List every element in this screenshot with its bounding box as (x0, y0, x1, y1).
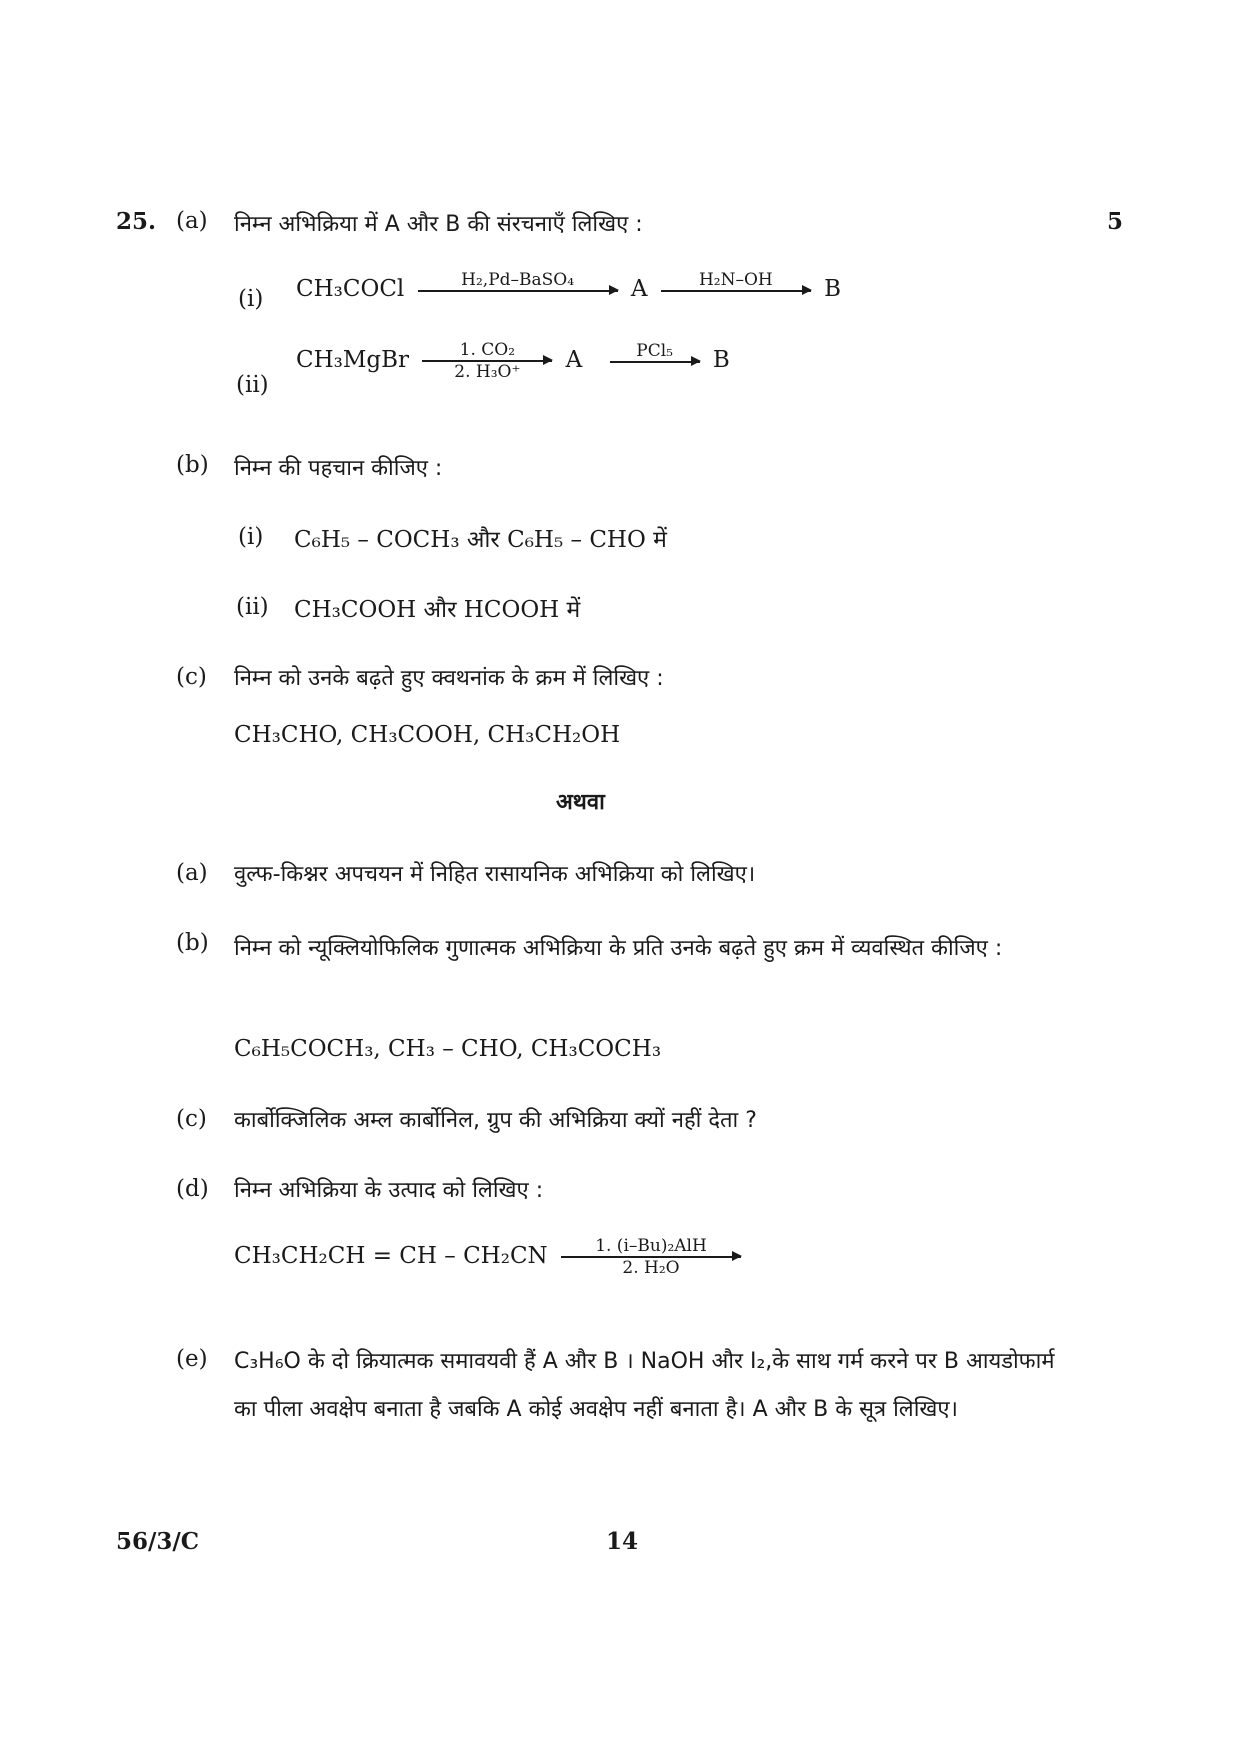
or-part-c-label: (c) (176, 1106, 207, 1132)
product: B (712, 346, 730, 373)
reagent-bottom: 2. H₃O⁺ (454, 361, 521, 382)
reactant: CH₃CH₂CH = CH – CH₂CN (234, 1242, 548, 1269)
or-part-b-text: निम्न को न्यूक्लियोफिलिक गुणात्मक अभिक्रिया के प्रति उनके बढ़ते हुए क्रम में व्यवस्थित कीजिए : (234, 936, 1003, 961)
reagent-top: 1. (i–Bu)₂AlH (595, 1236, 707, 1256)
marks: 5 (1107, 208, 1124, 235)
reactant: CH₃MgBr (296, 346, 410, 373)
part-c-compounds: CH₃CHO, CH₃COOH, CH₃CH₂OH (234, 722, 621, 748)
intermediate: A (630, 276, 648, 302)
page-number: 14 (606, 1528, 639, 1555)
or-part-d-label: (d) (176, 1176, 209, 1202)
part-a-ii-label: (ii) (236, 372, 269, 398)
product: B (824, 276, 842, 302)
or-part-e-text: C₃H₆O के दो क्रियात्मक समावयवी हैं A और B । NaOH और I₂,के साथ गर्म करने पर B आयडोफार्म का पीला अवक्षेप बनाता है जबकि A कोई अवक्षेप नहीं बनाता है। A और B के सूत्र लिखिए। (234, 1349, 1055, 1422)
part-a-i-label: (i) (238, 286, 264, 312)
question-number: 25. (116, 208, 157, 235)
reaction-arrow (610, 341, 700, 363)
or-part-b-label: (b) (176, 930, 209, 956)
or-part-d-text: निम्न अभिक्रिया के उत्पाद को लिखिए : (234, 1178, 544, 1203)
part-c-text: निम्न को उनके बढ़ते हुए क्वथनांक के क्रम में लिखिए : (234, 666, 664, 691)
reaction-a-i (296, 270, 842, 302)
part-a-text: निम्न अभिक्रिया में A और B की संरचनाएँ लिखिए : (234, 212, 643, 237)
intermediate: A (565, 346, 583, 373)
reaction-arrow (661, 270, 811, 292)
or-part-c-text: कार्बोक्जिलिक अम्ल कार्बोनिल, ग्रुप की अभिक्रिया क्यों नहीं देता ? (234, 1108, 757, 1133)
part-b-text: निम्न की पहचान कीजिए : (234, 456, 443, 481)
part-c-label: (c) (176, 664, 207, 690)
or-part-a-text: वुल्फ-किश्नर अपचयन में निहित रासायनिक अभिक्रिया को लिखिए। (234, 862, 756, 887)
reagent: H₂N–OH (698, 270, 773, 291)
part-b-i-text: C₆H₅ – COCH₃ और C₆H₅ – CHO में (294, 527, 667, 553)
reaction-or-d (234, 1236, 747, 1278)
part-b-i-label: (i) (238, 524, 264, 550)
or-part-a-label: (a) (176, 860, 208, 886)
part-b-label: (b) (176, 452, 209, 478)
part-b-ii-label: (ii) (236, 594, 269, 620)
part-a-label: (a) (176, 208, 208, 234)
reagent: PCl₅ (636, 341, 673, 361)
reagent-bottom: 2. H₂O (622, 1257, 680, 1278)
reaction-a-ii (296, 340, 730, 382)
part-b-ii-text: CH₃COOH और HCOOH में (294, 597, 581, 623)
or-part-e-label: (e) (176, 1346, 208, 1372)
reactant: CH₃COCl (296, 276, 405, 302)
paper-code: 56/3/C (116, 1528, 200, 1555)
reaction-arrow (418, 270, 618, 292)
reagent-top: 1. CO₂ (459, 340, 516, 360)
reaction-arrow (561, 1236, 741, 1278)
reagent: H₂,Pd–BaSO₄ (461, 270, 575, 291)
or-separator: अथवा (556, 790, 605, 815)
or-part-b-compounds: C₆H₅COCH₃, CH₃ – CHO, CH₃COCH₃ (234, 1036, 662, 1062)
reaction-arrow (422, 340, 552, 382)
